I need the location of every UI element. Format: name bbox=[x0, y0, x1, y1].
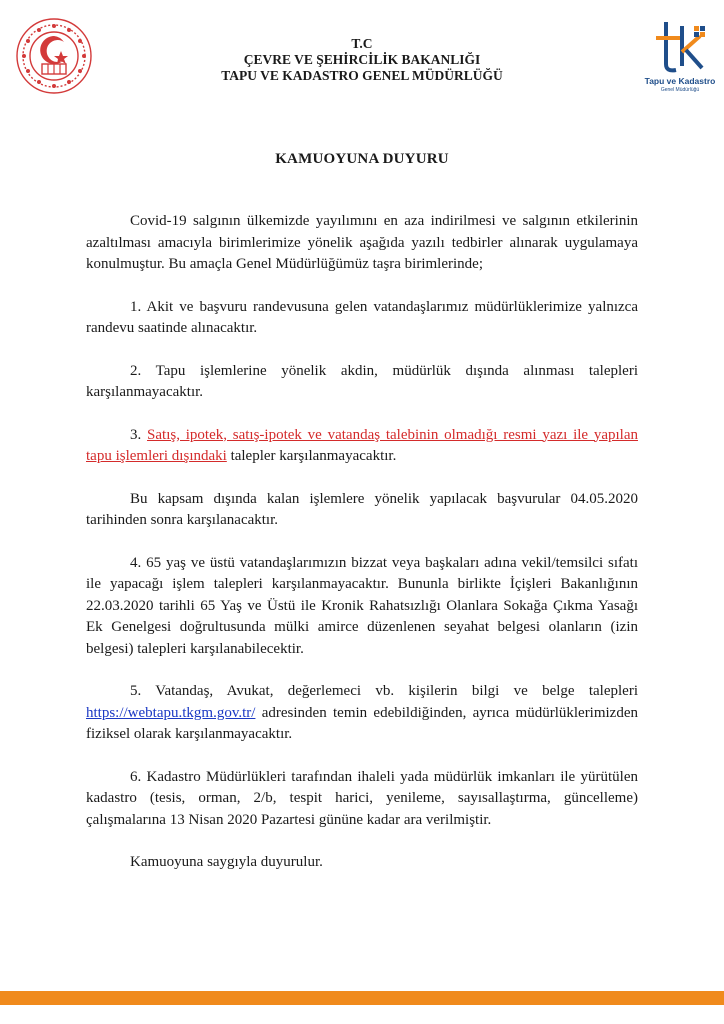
header-line-ministry: ÇEVRE VE ŞEHİRCİLİK BAKANLIĞI bbox=[243, 52, 481, 67]
item-3-highlighted-text: Satış, ipotek, satış-ipotek ve vatandaş talebinin olmadığı resmi yazı ile yapılan tapu işlemleri dışındaki bbox=[86, 426, 638, 464]
tkgm-logo-subtitle: Genel Müdürlüğü bbox=[660, 87, 700, 93]
footer-bar bbox=[0, 991, 724, 1005]
header-line-directorate: TAPU VE KADASTRO GENEL MÜDÜRLÜĞÜ bbox=[221, 68, 503, 83]
item-5-before: 5. Vatandaş, Avukat, değerlemeci vb. kişilerin bilgi ve belge talepleri bbox=[130, 683, 638, 699]
item-3-rest: talepler karşılanmayacaktır. bbox=[230, 448, 397, 464]
ministry-emblem-icon bbox=[14, 16, 94, 96]
item-1: 1. Akit ve başvuru randevusuna gelen vatandaşlarımız müdürlüklerimize yalnızca randevu saatinde alınacaktır. bbox=[86, 298, 638, 336]
item-2: 2. Tapu işlemlerine yönelik akdin, müdürlük dışında alınması talepleri karşılanmayacaktır. bbox=[86, 362, 638, 400]
intro-paragraph: Covid-19 salgının ülkemizde yayılımını en aza indirilmesi ve salgının etkilerinin azaltılması amacıyla birimlerimize yönelik aşağıda yazılı tedbirler alınarak uygulamaya konulmuştur. Bu amaçla Genel Müdürlüğümüz taşra birimlerinde; bbox=[86, 213, 638, 272]
closing-line: Kamuoyuna saygıyla duyurulur. bbox=[130, 854, 323, 870]
tkgm-logo-icon bbox=[644, 18, 716, 106]
webtapu-link[interactable]: https://webtapu.tkgm.gov.tr/ bbox=[86, 704, 256, 721]
item-5-after: adresinden temin edebildiğinden, ayrıca müdürlüklerimizden fiziksel olarak karşılanmayacaktır. bbox=[86, 704, 639, 742]
item-3 bbox=[86, 425, 638, 468]
tkgm-logo-name: Tapu ve Kadastro bbox=[644, 76, 716, 86]
item-6: 6. Kadastro Müdürlükleri tarafından ihaleli yada müdürlük imkanları ile yürütülen kadastro (tesis, orman, 2/b, tespit harici, yenileme, sayısallaştırma, güncelleme) çalışmalarına 13 Nisan 2020 Pazartesi gününe kadar ara verilmiştir. bbox=[86, 768, 638, 828]
item-3-number: 3. bbox=[130, 426, 142, 443]
item-4: 4. 65 yaş ve üstü vatandaşlarımızın bizzat veya başkaları adına vekil/temsilci sıfatı ile yapacağı işlem talepleri karşılanmayacaktır. Bununla birlikte İçişleri Bakanlığının 22.03.2020 tarihli 65 Yaş ve Üstü ile Kronik Rahatsızlığı Olanlara Sokağa Çıkma Yasağı Ek Genelgesi doğrultusunda mülki amirce düzenlenen seyahat belgesi olanların (izin belgesi) talepleri karşılanabilecektir. bbox=[86, 554, 638, 657]
announcement-body bbox=[86, 211, 638, 895]
item-5 bbox=[86, 681, 638, 746]
header-line-tc: T.C bbox=[351, 36, 373, 51]
announcement-title: KAMUOYUNA DUYURU bbox=[275, 151, 449, 167]
scope-note: Bu kapsam dışında kalan işlemlere yönelik yapılacak başvurular 04.05.2020 tarihinden sonra karşılanacaktır. bbox=[86, 490, 638, 528]
document-header bbox=[150, 36, 574, 84]
